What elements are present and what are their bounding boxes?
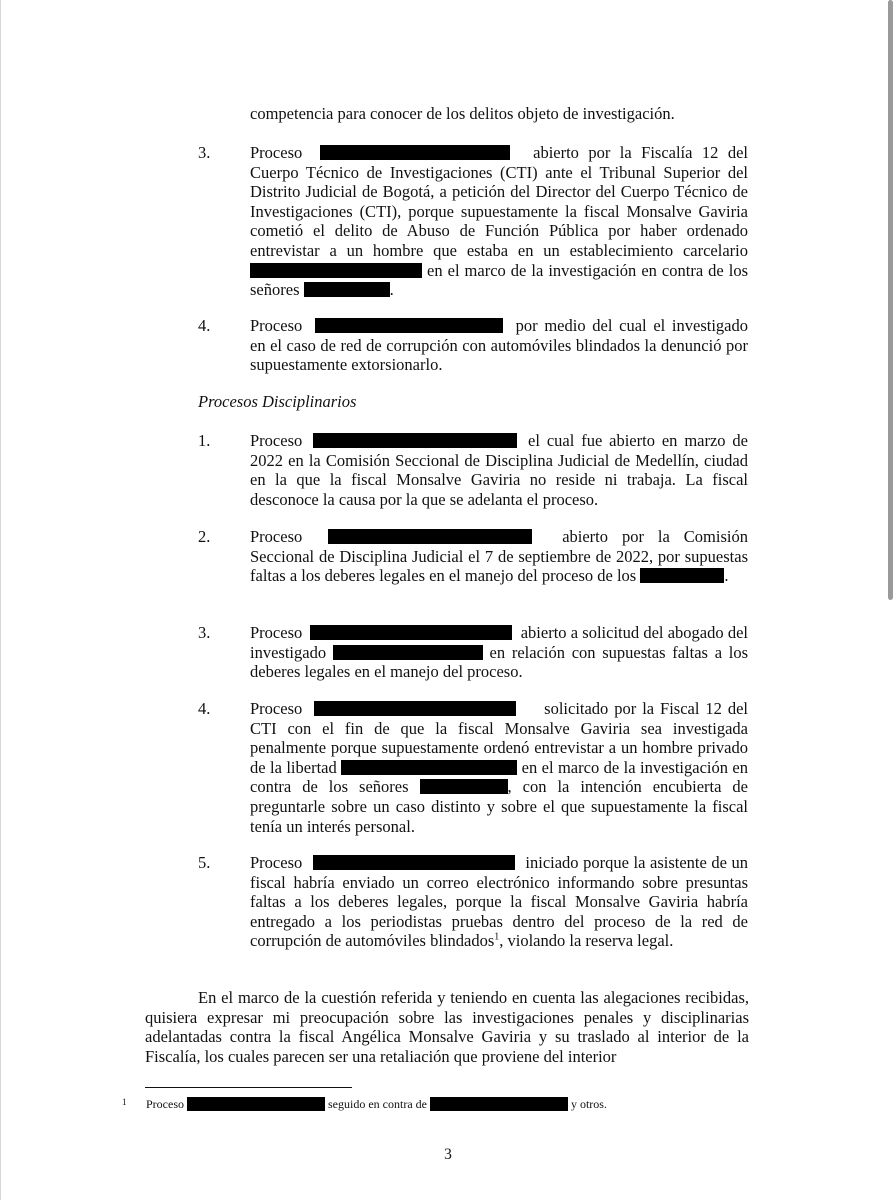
paragraph-text: En el marco de la cuestión referida y teniendo en cuenta las alegaciones recibidas, quisiera expresar mi preocupación sobre las investigaciones penales y disciplinarias adelantadas contra la fiscal Angélica Monsalve Gaviria y su traslado al interior de la Fiscalía, los cuales parecen ser una retaliación que proviene del interior (145, 988, 749, 1066)
item-text-part: Proceso (250, 527, 303, 546)
item-text (250, 699, 748, 836)
redaction-block (320, 145, 510, 160)
continuation-text: competencia para conocer de los delitos objeto de investigación. (250, 104, 675, 123)
footnote-divider (145, 1087, 352, 1088)
paragraph-indent (145, 988, 198, 1007)
item-text (250, 143, 748, 300)
item-text-part: Proceso (250, 699, 303, 718)
page-edge (0, 0, 1, 1200)
item-text-part: en relación con supuestas faltas a los deberes legales en el manejo del proceso. (250, 642, 749, 682)
item-text-part: . (724, 566, 729, 586)
item-number: 3. (198, 143, 211, 162)
item-text-part: por medio del cual el investigado en el caso de red de corrupción con automóviles blindados la denunció por supuestamente extorsionarlo. (250, 316, 749, 375)
footnote-text-part: seguido en contra de (328, 1097, 427, 1111)
item-number: 1. (198, 431, 211, 450)
item-text-part: en el marco de la investigación en contra de los señores (250, 260, 749, 300)
item-number: 3. (198, 623, 211, 642)
item-text-part: abierto a solicitud del abogado del investigado (250, 623, 749, 662)
item-text (250, 853, 748, 951)
item-text-part: , con la intención encubierta de preguntarle sobre un caso distinto y sobre el que supuestamente la fiscal tenía un interés personal. (250, 777, 748, 836)
footnote-text-part: y otros. (570, 1097, 607, 1111)
item-text (250, 431, 748, 509)
item-number: 4. (198, 316, 211, 335)
item-text-part: el cual fue abierto en marzo de 2022 en la Comisión Seccional de Disciplina Judicial de Medellín, ciudad en la que la fiscal Monsalve Gaviria no reside ni trabaja. La fiscal desconoce la causa por la que se adelanta el proceso. (250, 431, 749, 509)
item-text-part: en el marco de la investigación en contra de los señores (250, 757, 748, 797)
redaction-block (430, 1097, 568, 1111)
redaction-block (187, 1097, 325, 1111)
item-text (250, 623, 748, 682)
footnote-mark: 1 (122, 1097, 127, 1107)
redaction-block (250, 263, 422, 278)
redaction-block (313, 855, 515, 870)
footnote-text-part: Proceso (146, 1097, 184, 1111)
redaction-block (314, 701, 516, 716)
item-text (250, 316, 748, 375)
redaction-block (333, 645, 483, 660)
item-text-part: solicitado por la Fiscal 12 del CTI con el fin de que la fiscal Monsalve Gaviria sea investigada penalmente porque supuestamente ordenó entrevistar a un hombre privado de la libertad (250, 699, 749, 777)
item-number: 4. (198, 699, 211, 718)
redaction-block (315, 318, 503, 333)
redaction-block (310, 625, 512, 640)
page-number: 3 (444, 1146, 452, 1163)
section-heading: Procesos Disciplinarios (198, 392, 357, 411)
item-text-part: , violando la reserva legal. (499, 931, 674, 951)
item-text-part: Proceso (250, 143, 303, 162)
redaction-block (420, 779, 508, 794)
redaction-block (304, 282, 390, 297)
item-text-part: Proceso (250, 316, 303, 335)
redaction-block (341, 760, 517, 775)
redaction-block (328, 529, 532, 544)
redaction-block (313, 433, 517, 448)
item-text-part: abierto por la Comisión Seccional de Disciplina Judicial el 7 de septiembre de 2022, por supuestas faltas a los deberes legales en el manejo del proceso de los (250, 527, 748, 586)
item-text-part: Proceso (250, 623, 303, 642)
item-text-part: . (389, 280, 394, 300)
scrollbar[interactable] (888, 0, 893, 600)
item-text-part: Proceso (250, 853, 303, 872)
footnote-reference[interactable]: 1 (494, 931, 500, 943)
item-text (250, 527, 748, 586)
redaction-block (640, 568, 724, 583)
item-number: 2. (198, 527, 211, 546)
item-text-part: iniciado porque la asistente de un fiscal habría enviado un correo electrónico informando sobre presuntas faltas a los deberes legales, porque la fiscal Monsalve Gaviria habría entregado a los periodistas pruebas dentro del proceso de la red de corrupción de automóviles blindados (250, 853, 749, 951)
closing-paragraph (145, 988, 749, 1066)
item-text-part: Proceso (250, 431, 303, 450)
footnote-text (146, 1096, 607, 1112)
item-text-part: abierto por la Fiscalía 12 del Cuerpo Técnico de Investigaciones (CTI) ante el Tribunal Superior del Distrito Judicial de Bogotá, a petición del Director del Cuerpo Técnico de Investigaciones (CTI), porque supuestamente la fiscal Monsalve Gaviria cometió el delito de Abuso de Función Pública por haber ordenado entrevistar a un hombre que estaba en un establecimiento carcelario (250, 143, 748, 260)
item-number: 5. (198, 853, 211, 872)
